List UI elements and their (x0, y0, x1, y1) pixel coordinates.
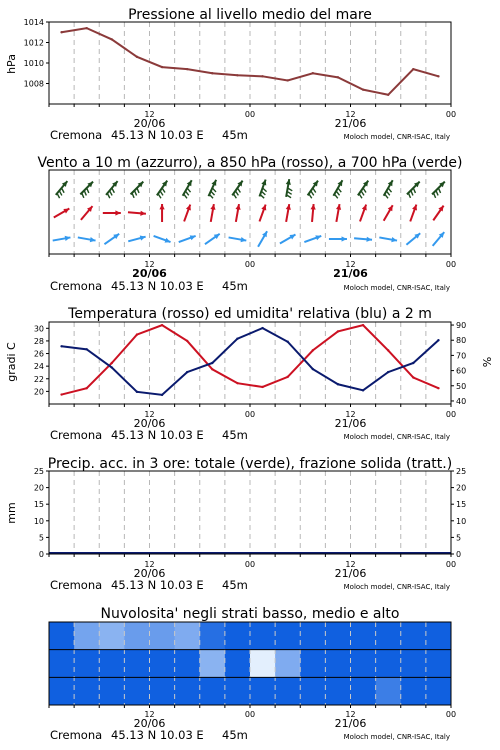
wind-700hpa-arrow (232, 181, 242, 199)
humidity-point (85, 348, 87, 350)
wind-850hpa-arrow-head (362, 205, 367, 211)
humidity-y-tick-label: 60 (456, 366, 467, 376)
wind-700hpa-barb (386, 191, 389, 195)
precip-y-tick-label: 25 (33, 467, 44, 476)
wind-700hpa-barb (408, 193, 410, 198)
pressure-point (312, 72, 314, 74)
cloud-cell-medio (250, 650, 276, 678)
wind-10m-arrow (53, 236, 71, 241)
wind-700hpa-barb (82, 193, 84, 198)
wind-10m-arrow (258, 231, 267, 247)
location-label: Cremona (50, 128, 103, 142)
x-tick-label: 00 (244, 710, 256, 719)
elevation-label: 45m (222, 728, 248, 742)
wind-10m-arrow (154, 236, 171, 243)
wind-700hpa-barb (110, 191, 113, 196)
x-tick-label: 12 (345, 410, 356, 419)
wind-700hpa-barb (185, 191, 188, 195)
humidity-point (312, 368, 314, 370)
elevation-label: 45m (222, 578, 248, 592)
wind-850hpa-arrow (336, 204, 341, 222)
location-label: Cremona (50, 728, 103, 742)
model-label: Moloch model, CNR-ISAC, Italy (343, 583, 450, 591)
pressure-point (412, 68, 414, 70)
pressure-point (111, 38, 113, 40)
day-label: 21/06 (334, 567, 367, 580)
elevation-label: 45m (222, 279, 248, 293)
wind-850hpa-arrow-head (186, 205, 191, 211)
humidity-y-tick-label: 80 (456, 336, 467, 346)
coords-label: 45.13 N 10.03 E (111, 728, 204, 742)
wind-700hpa-barb (187, 188, 190, 192)
cloud-cell-alto (426, 622, 452, 650)
cloud-cell-medio (74, 650, 100, 678)
humidity-point (387, 371, 389, 373)
wind-700hpa-barb (413, 188, 415, 193)
humidity-point (337, 383, 339, 385)
wind-700hpa-barb (309, 194, 312, 199)
coords-label: 45.13 N 10.03 E (111, 578, 204, 592)
precip-y-tick-label: 0 (38, 550, 44, 559)
cloud-cell-basso (200, 677, 226, 705)
cloud-cell-alto (200, 622, 226, 650)
humidity-ylabel: % (481, 356, 494, 368)
cloud-cell-basso (325, 677, 351, 705)
precip-ylabel: mm (5, 502, 18, 524)
x-tick-label: 00 (445, 110, 457, 119)
temperature-point (136, 333, 138, 335)
day-label: 20/06 (133, 417, 166, 430)
precip-y-tick-label: 15 (33, 500, 44, 510)
pressure-point (362, 88, 364, 90)
pressure-point (136, 56, 138, 58)
wind-700hpa-barb (359, 194, 362, 199)
x-tick-label: 00 (244, 260, 256, 269)
coords-label: 45.13 N 10.03 E (111, 128, 204, 142)
wind-10m-arrow (433, 232, 445, 246)
temperature-point (161, 324, 163, 326)
wind-700hpa-arrow (358, 181, 368, 199)
model-label: Moloch model, CNR-ISAC, Italy (343, 133, 450, 141)
temp-ylabel: gradi C (5, 342, 18, 382)
pressure-point (337, 76, 339, 78)
pressure-point (236, 74, 238, 76)
humidity-point (186, 371, 188, 373)
wind-850hpa-arrow (210, 204, 215, 222)
cloud-cell-medio (124, 650, 150, 678)
humidity-y-tick-label: 90 (456, 321, 467, 331)
wind-700hpa-barb (184, 194, 187, 198)
pressure-point (211, 72, 213, 74)
wind-700hpa-barb (134, 190, 136, 195)
precip-y-right-tick-label: 0 (456, 550, 462, 559)
wind-700hpa-barb (311, 191, 314, 196)
cloud-cell-basso (49, 677, 75, 705)
wind-700hpa-arrow (56, 181, 68, 198)
wind-850hpa-arrow (128, 211, 146, 216)
x-tick-label: 12 (144, 560, 155, 569)
wind-700hpa-barb (338, 188, 341, 192)
wind-10m-arrow-head (342, 236, 347, 241)
wind-700hpa-barb (433, 193, 435, 198)
temp-y-tick-label: 22 (33, 374, 44, 384)
wind-850hpa-arrow (433, 206, 443, 221)
temperature-point (60, 393, 62, 395)
cloud-cell-medio (150, 650, 176, 678)
temperature-point (85, 387, 87, 389)
wind-850hpa-arrow-head (412, 205, 417, 211)
cloud-cell-basso (225, 677, 251, 705)
temperature-point (286, 376, 288, 378)
location-label: Cremona (50, 428, 103, 442)
cloud-cell-medio (175, 650, 201, 678)
cloud-cell-medio (376, 650, 402, 678)
pressure-point (60, 31, 62, 33)
day-label: 20/06 (133, 717, 166, 730)
pressure-point (286, 79, 288, 81)
wind-850hpa-arrow (259, 205, 266, 222)
wind-850hpa-arrow-head (115, 210, 120, 215)
wind-700hpa-arrow-head (261, 180, 266, 186)
precip-y-tick-label: 20 (33, 483, 44, 493)
wind-10m-arrow (354, 237, 372, 242)
cloud-cell-basso (124, 677, 150, 705)
wind-10m-arrow (78, 237, 96, 242)
humidity-point (211, 362, 213, 364)
wind-700hpa-arrow (80, 182, 93, 198)
x-tick-label: 12 (144, 260, 155, 269)
model-label: Moloch model, CNR-ISAC, Italy (343, 284, 450, 292)
humidity-point (437, 339, 439, 341)
wind-700hpa-barb (112, 188, 115, 193)
elevation-label: 45m (222, 428, 248, 442)
cloud-cell-alto (351, 622, 377, 650)
day-label: 21/06 (334, 417, 367, 430)
cloud-cell-basso (275, 677, 301, 705)
wind-850hpa-arrow (159, 204, 164, 222)
wind-10m-arrow (280, 235, 296, 244)
wind-850hpa-arrow (410, 205, 417, 222)
wind-850hpa-arrow-head (261, 205, 266, 211)
cloud-cell-basso (426, 677, 452, 705)
wind-700hpa-barb (411, 190, 413, 195)
wind-10m-arrow (329, 236, 347, 241)
x-tick-label: 00 (445, 710, 457, 719)
wind-10m-arrow (104, 234, 119, 244)
wind-700hpa-barb (209, 194, 213, 198)
wind-850hpa-arrow-head (159, 204, 164, 209)
wind-850hpa-arrow (384, 205, 393, 221)
wind-850hpa-arrow (54, 209, 70, 218)
wind-700hpa-barb (263, 188, 267, 192)
pressure-point (387, 94, 389, 96)
pressure-y-tick-label: 1008 (23, 79, 44, 89)
cloud-cell-medio (225, 650, 251, 678)
pressure-ylabel: hPa (5, 54, 18, 74)
wind-850hpa-arrow (235, 204, 240, 222)
day-label: 20/06 (133, 567, 166, 580)
pressure-y-tick-label: 1012 (23, 38, 44, 48)
wind-700hpa-arrow (157, 181, 167, 199)
cloud-cell-medio (325, 650, 351, 678)
cloud-cell-alto (124, 622, 150, 650)
wind-700hpa-barb (107, 193, 110, 198)
wind-700hpa-barb (137, 188, 139, 193)
cloud-cell-alto (74, 622, 100, 650)
pressure-point (161, 66, 163, 68)
temperature-point (437, 387, 439, 389)
x-tick-label: 00 (244, 560, 256, 569)
wind-850hpa-arrow (311, 204, 316, 222)
x-tick-label: 12 (144, 110, 155, 119)
wind-700hpa-barb (388, 188, 391, 192)
wind-700hpa-barb (233, 194, 236, 199)
wind-700hpa-barb (160, 191, 163, 196)
x-tick-label: 00 (445, 560, 457, 569)
day-label: 20/06 (132, 267, 167, 280)
wind-700hpa-arrow (259, 180, 266, 199)
wind-700hpa-arrow (183, 180, 192, 198)
temperature-point (236, 382, 238, 384)
wind-700hpa-barb (211, 191, 215, 195)
wind-700hpa-barb (162, 188, 165, 193)
cloud-cell-medio (99, 650, 125, 678)
humidity-point (236, 338, 238, 340)
cloud-cell-alto (225, 622, 251, 650)
cloud-cell-basso (74, 677, 100, 705)
temperature-point (186, 340, 188, 342)
wind-700hpa-arrow (209, 180, 217, 198)
wind-700hpa-barb (436, 190, 438, 195)
wind-700hpa-barb (87, 188, 89, 193)
wind-10m-arrow (379, 237, 397, 242)
precip-panel (5, 456, 466, 592)
elevation-label: 45m (222, 128, 248, 142)
temperature-point (261, 386, 263, 388)
wind-10m-arrow-head (366, 237, 372, 242)
cloud-cell-alto (275, 622, 301, 650)
pressure-point (85, 27, 87, 29)
humidity-point (412, 362, 414, 364)
cloud-cell-basso (150, 677, 176, 705)
wind-700hpa-arrow (432, 182, 445, 198)
wind-700hpa-barb (84, 190, 86, 195)
temperature-point (387, 349, 389, 351)
cloud-cell-medio (200, 650, 226, 678)
humidity-y-tick-label: 70 (456, 351, 467, 361)
wind-10m-arrow (128, 236, 145, 242)
cloud-cell-basso (351, 677, 377, 705)
wind-850hpa-arrow-head (311, 204, 316, 210)
x-tick-label: 00 (244, 410, 256, 419)
precip-y-right-tick-label: 20 (456, 483, 467, 493)
x-tick-label: 12 (345, 560, 356, 569)
pressure-point (261, 75, 263, 77)
pressure-panel (5, 7, 456, 142)
precip-title: Precip. acc. in 3 ore: totale (verde), frazione solida (tratt.) (47, 456, 453, 472)
wind-10m-arrow (179, 235, 196, 242)
temp-humidity-panel (5, 306, 494, 442)
wind-10m-arrow-head (315, 235, 321, 240)
x-tick-label: 12 (144, 710, 155, 719)
wind-10m-arrow (304, 235, 321, 242)
wind-700hpa-barb (438, 188, 440, 193)
wind-700hpa-barb (158, 194, 161, 199)
humidity-point (111, 366, 113, 368)
cloud-cell-basso (250, 677, 276, 705)
pressure-point (186, 68, 188, 70)
wind-700hpa-barb (212, 188, 216, 192)
model-label: Moloch model, CNR-ISAC, Italy (343, 433, 450, 441)
cloud-cell-basso (175, 677, 201, 705)
precip-y-tick-label: 10 (33, 516, 44, 526)
temp-y-tick-label: 30 (33, 324, 44, 334)
wind-10m-arrow (406, 233, 420, 245)
cloud-cell-basso (300, 677, 326, 705)
x-tick-label: 00 (244, 110, 256, 119)
wind-850hpa-arrow (103, 210, 121, 215)
humidity-point (60, 345, 62, 347)
wind-700hpa-barb (336, 191, 339, 195)
cloud-cell-basso (99, 677, 125, 705)
wind-850hpa-arrow (184, 205, 191, 222)
wind-700hpa-arrow (333, 180, 342, 198)
pressure-y-tick-label: 1014 (23, 18, 44, 27)
location-label: Cremona (50, 279, 103, 293)
humidity-point (261, 327, 263, 329)
x-tick-label: 12 (345, 260, 356, 269)
day-label: 20/06 (133, 117, 166, 130)
cloud-cell-medio (300, 650, 326, 678)
cloud-cell-medio (426, 650, 452, 678)
x-tick-label: 00 (445, 260, 457, 269)
temperature-point (211, 368, 213, 370)
cloud-cell-alto (175, 622, 201, 650)
wind-700hpa-barb (237, 188, 240, 193)
wind-700hpa-barb (235, 191, 238, 196)
model-label: Moloch model, CNR-ISAC, Italy (343, 733, 450, 741)
wind-850hpa-arrow (286, 204, 291, 222)
day-label: 21/06 (334, 717, 367, 730)
wind-700hpa-barb (260, 195, 264, 199)
cloud-cell-basso (401, 677, 427, 705)
cloud-cell-medio (401, 650, 427, 678)
temperature-point (337, 330, 339, 332)
wind-700hpa-arrow (131, 182, 144, 198)
precip-y-right-tick-label: 15 (456, 500, 467, 510)
cloud-cell-basso (376, 677, 402, 705)
wind-850hpa-arrow-head (140, 211, 146, 216)
precip-y-tick-label: 5 (38, 533, 44, 543)
cloud-title: Nuvolosita' negli strati basso, medio e alto (100, 606, 400, 622)
x-tick-label: 12 (144, 410, 155, 419)
day-label: 21/06 (334, 117, 367, 130)
wind-700hpa-arrow (286, 179, 293, 198)
wind-700hpa-barb (62, 188, 65, 193)
cloud-cell-alto (99, 622, 125, 650)
day-label: 21/06 (333, 267, 368, 280)
cloud-cell-alto (401, 622, 427, 650)
wind-700hpa-barb (132, 193, 134, 198)
humidity-point (136, 391, 138, 393)
cloud-cell-alto (376, 622, 402, 650)
wind-10m-arrow-head (190, 235, 196, 240)
pressure-y-tick-label: 1010 (23, 59, 44, 68)
cloud-cell-alto (325, 622, 351, 650)
precip-y-right-tick-label: 25 (456, 467, 467, 476)
wind-850hpa-arrow (360, 205, 367, 222)
temperature-point (312, 349, 314, 351)
temp-humidity-title: Temperatura (rosso) ed umidita' relativa (blu) a 2 m (68, 306, 432, 322)
wind-700hpa-arrow (407, 182, 420, 198)
location-label: Cremona (50, 578, 103, 592)
wind-700hpa-barb (385, 194, 388, 198)
wind-700hpa-arrow (106, 181, 118, 198)
wind-10m-arrow (205, 234, 220, 244)
x-tick-label: 00 (445, 410, 457, 419)
cloud-cell-medio (351, 650, 377, 678)
wind-700hpa-barb (361, 191, 364, 196)
wind-panel (37, 155, 462, 293)
wind-700hpa-barb (261, 191, 265, 195)
pressure-title: Pressione al livello medio del mare (128, 7, 372, 23)
wind-title: Vento a 10 m (azzurro), a 850 hPa (rosso), a 700 hPa (verde) (37, 155, 463, 171)
cloud-cell-medio (49, 650, 75, 678)
wind-850hpa-arrow (81, 206, 93, 220)
cloud-cell-alto (49, 622, 75, 650)
humidity-y-tick-label: 40 (456, 396, 467, 406)
coords-label: 45.13 N 10.03 E (111, 279, 204, 293)
cloud-cell-alto (150, 622, 176, 650)
wind-700hpa-barb (59, 191, 62, 196)
humidity-y-tick-label: 50 (456, 381, 467, 391)
cloud-panel (49, 606, 456, 742)
temp-y-tick-label: 20 (33, 387, 44, 397)
humidity-point (362, 389, 364, 391)
temperature-point (412, 376, 414, 378)
cloud-cell-medio (275, 650, 301, 678)
coords-label: 45.13 N 10.03 E (111, 428, 204, 442)
precip-y-right-tick-label: 5 (456, 533, 462, 543)
wind-700hpa-barb (313, 188, 316, 193)
x-tick-label: 12 (345, 710, 356, 719)
wind-10m-arrow-head (165, 238, 171, 243)
temp-y-tick-label: 24 (33, 362, 44, 372)
humidity-point (286, 341, 288, 343)
temp-y-tick-label: 28 (33, 336, 44, 346)
x-tick-label: 12 (345, 110, 356, 119)
wind-700hpa-barb (363, 188, 366, 193)
humidity-point (161, 394, 163, 396)
cloud-cell-alto (300, 622, 326, 650)
precip-y-right-tick-label: 10 (456, 516, 467, 526)
pressure-point (437, 75, 439, 77)
temperature-point (111, 362, 113, 364)
wind-10m-arrow (229, 237, 247, 242)
wind-700hpa-arrow (308, 181, 318, 199)
wind-700hpa-arrow (384, 180, 393, 198)
wind-700hpa-barb (57, 193, 60, 198)
cloud-cell-alto (250, 622, 276, 650)
wind-700hpa-barb (334, 194, 337, 198)
temperature-point (362, 324, 364, 326)
temp-y-tick-label: 26 (33, 349, 44, 359)
